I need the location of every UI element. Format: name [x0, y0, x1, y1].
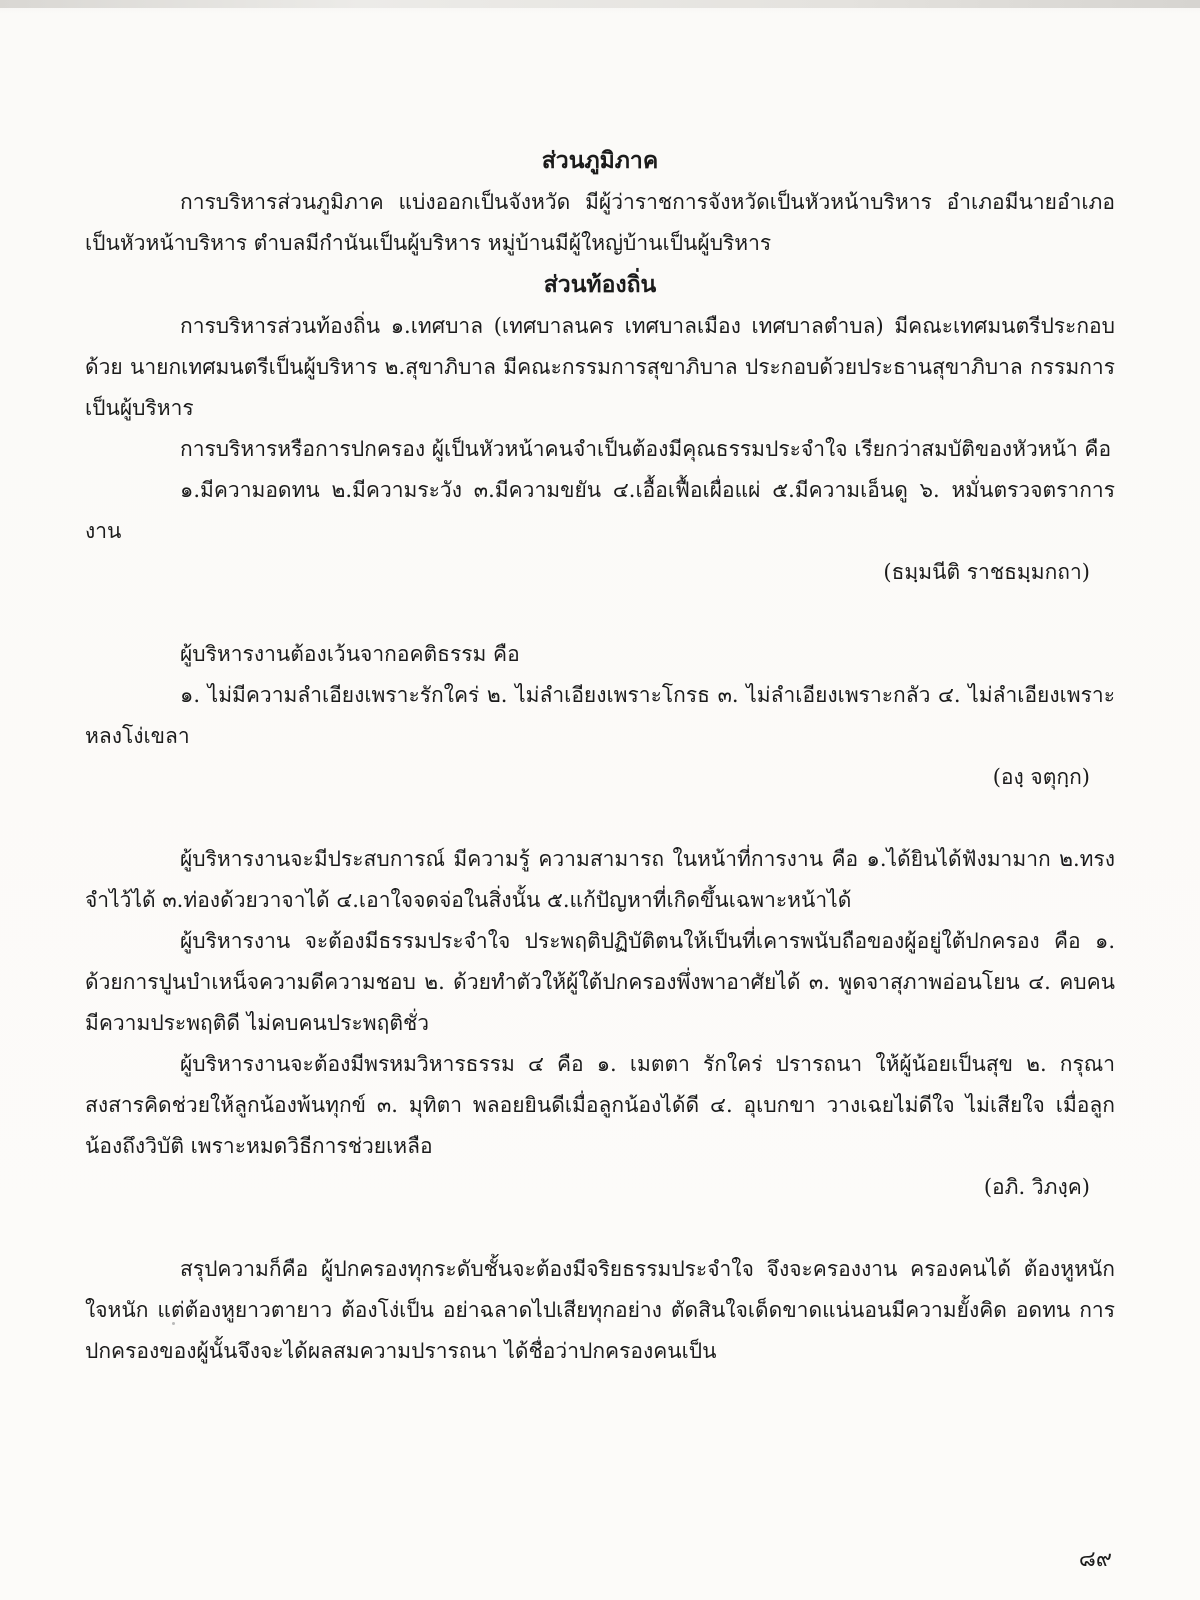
page-content — [85, 140, 1115, 1372]
paragraph-local-7: ผู้บริหารงาน จะต้องมีธรรมประจำใจ ประพฤติปฏิบัติตนให้เป็นที่เคารพนับถือของผู้อยู่ใต้ปกครอง คือ ๑. ด้วยการปูนบำเหน็จความดีความชอบ ๒. ด้วยทำตัวให้ผู้ใต้ปกครองพึ่งพาอาศัยได้ ๓. พูดจาสุภาพอ่อนโยน ๔. คบคนมีความประพฤติดี ไม่คบคนประพฤติชั่ว — [85, 929, 1115, 1035]
citation-3: (อภิ. วิภงฺค) — [983, 1175, 1090, 1199]
citation-1: (ธมฺมนีติ ราชธมฺมกถา) — [883, 560, 1090, 584]
heading-regional: ส่วนภูมิภาค — [541, 147, 659, 174]
paragraph-local-3: ๑.มีความอดทน ๒.มีความระวัง ๓.มีความขยัน ๔.เอื้อเฟื้อเผื่อแผ่ ๕.มีความเอ็นดู ๖. หมั่นตรวจตราการงาน — [85, 478, 1115, 543]
spacer — [85, 1208, 1115, 1249]
scan-top-edge — [0, 0, 1200, 8]
paragraph-local-5: ๑. ไม่มีความลำเอียงเพราะรักใคร่ ๒. ไม่ลำเอียงเพราะโกรธ ๓. ไม่ลำเอียงเพราะกลัว ๔. ไม่ลำเอียงเพราะหลงโง่เขลา — [85, 683, 1115, 748]
paragraph-local-2: การบริหารหรือการปกครอง ผู้เป็นหัวหน้าคนจำเป็นต้องมีคุณธรรมประจำใจ เรียกว่าสมบัติของหัวหน้า คือ — [180, 437, 1112, 461]
spacer — [85, 593, 1115, 634]
paragraph-local-4: ผู้บริหารงานต้องเว้นจากอคติธรรม คือ — [180, 642, 520, 666]
heading-local: ส่วนท้องถิ่น — [543, 271, 657, 298]
paragraph-regional: การบริหารส่วนภูมิภาค แบ่งออกเป็นจังหวัด มีผู้ว่าราชการจังหวัดเป็นหัวหน้าบริหาร อำเภอมีนายอำเภอเป็นหัวหน้าบริหาร ตำบลมีกำนันเป็นผู้บริหาร หมู่บ้านมีผู้ใหญ่บ้านเป็นผู้บริหาร — [85, 190, 1115, 255]
paragraph-local-1: การบริหารส่วนท้องถิ่น ๑.เทศบาล (เทศบาลนคร เทศบาลเมือง เทศบาลตำบล) มีคณะเทศมนตรีประกอบด้วย นายกเทศมนตรีเป็นผู้บริหาร ๒.สุขาภิบาล มีคณะกรรมการสุขาภิบาล ประกอบด้วยประธานสุขาภิบาล กรรมการ เป็นผู้บริหาร — [85, 314, 1115, 420]
paragraph-local-8: ผู้บริหารงานจะต้องมีพรหมวิหารธรรม ๔ คือ ๑. เมตตา รักใคร่ ปรารถนา ให้ผู้น้อยเป็นสุข ๒. กรุณา สงสารคิดช่วยให้ลูกน้องพ้นทุกข์ ๓. มุทิตา พลอยยินดีเมื่อลูกน้องได้ดี ๔. อุเบกขา วางเฉยไม่ดีใจ ไม่เสียใจ เมื่อลูกน้องถึงวิบัติ เพราะหมดวิธีการช่วยเหลือ — [85, 1052, 1115, 1158]
paragraph-local-9: สรุปความก็คือ ผู้ปกครองทุกระดับชั้นจะต้องมีจริยธรรมประจำใจ จึงจะครองงาน ครองคนได้ ต้องหูหนัก ใจหนัก แต่ต้องหูยาวตายาว ต้องโง่เป็น อย่าฉลาดไปเสียทุกอย่าง ตัดสินใจเด็ดขาดแน่นอนมีความยั้งคิด อดทน การปกครองของผู้นั้นจึงจะได้ผลสมความปรารถนา ได้ชื่อว่าปกครองคนเป็น — [85, 1257, 1115, 1363]
paragraph-local-6: ผู้บริหารงานจะมีประสบการณ์ มีความรู้ ความสามารถ ในหน้าที่การงาน คือ ๑.ได้ยินได้ฟังมามาก ๒.ทรงจำไว้ได้ ๓.ท่องด้วยวาจาได้ ๔.เอาใจจดจ่อในสิ่งนั้น ๕.แก้ปัญหาที่เกิดขึ้นเฉพาะหน้าได้ — [85, 847, 1115, 912]
spacer — [85, 798, 1115, 839]
citation-2: (องฺ จตุกฺก) — [992, 765, 1090, 789]
page-number: ๘๙ — [1078, 1547, 1112, 1572]
